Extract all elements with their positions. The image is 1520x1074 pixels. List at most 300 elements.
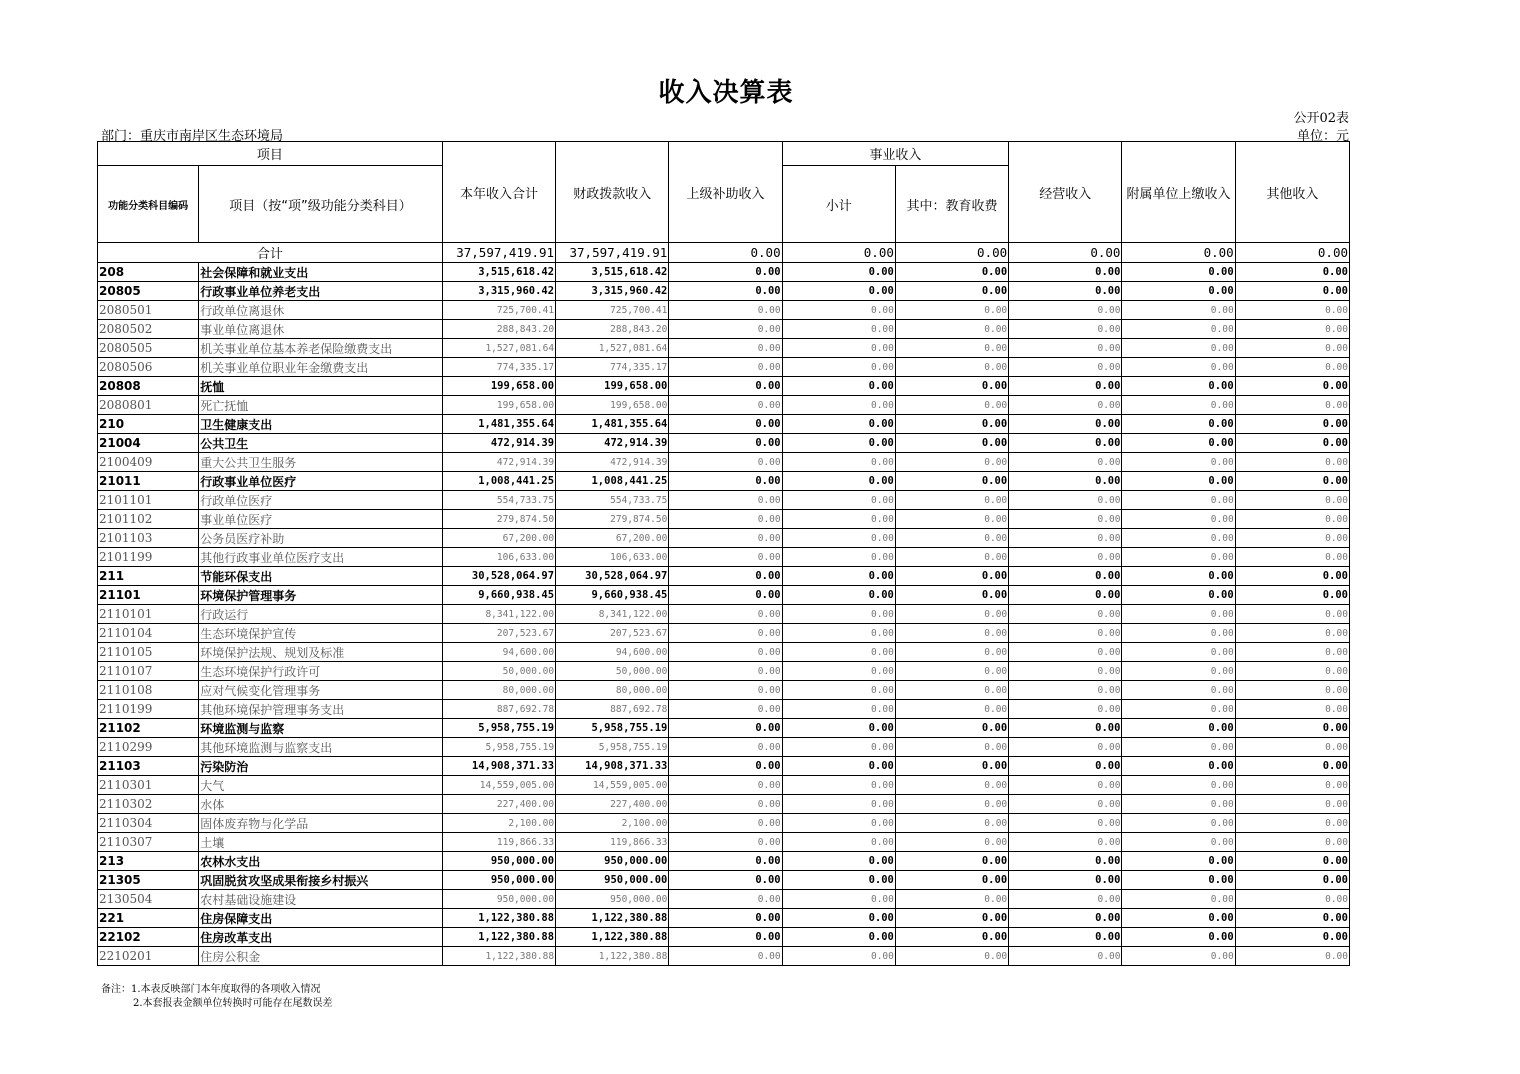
row-value: 3,515,618.42 xyxy=(442,263,555,282)
table-row xyxy=(98,434,1350,453)
row-value: 0.00 xyxy=(1009,719,1122,738)
row-value: 0.00 xyxy=(782,909,895,928)
row-value: 554,733.75 xyxy=(556,491,669,510)
row-value: 0.00 xyxy=(669,415,782,434)
row-value: 0.00 xyxy=(669,529,782,548)
row-value: 0.00 xyxy=(895,586,1008,605)
row-name: 机关事业单位基本养老保险缴费支出 xyxy=(199,339,443,358)
table-row xyxy=(98,263,1350,282)
row-value: 0.00 xyxy=(1009,643,1122,662)
row-value: 0.00 xyxy=(1235,871,1349,890)
row-value: 0.00 xyxy=(1235,301,1349,320)
row-code: 2130504 xyxy=(98,890,199,909)
row-value: 0.00 xyxy=(782,814,895,833)
row-value: 0.00 xyxy=(1235,320,1349,339)
table-row xyxy=(98,757,1350,776)
row-value: 0.00 xyxy=(669,909,782,928)
row-name: 应对气候变化管理事务 xyxy=(199,681,443,700)
row-value: 0.00 xyxy=(1235,415,1349,434)
row-value: 0.00 xyxy=(669,510,782,529)
row-value: 0.00 xyxy=(782,795,895,814)
row-value: 0.00 xyxy=(895,871,1008,890)
row-value: 0.00 xyxy=(1235,624,1349,643)
table-row xyxy=(98,795,1350,814)
row-value: 774,335.17 xyxy=(442,358,555,377)
row-value: 0.00 xyxy=(1009,833,1122,852)
total-value: 0.00 xyxy=(895,243,1008,263)
row-value: 0.00 xyxy=(1009,624,1122,643)
table-row xyxy=(98,301,1350,320)
row-value: 0.00 xyxy=(1235,586,1349,605)
row-value: 0.00 xyxy=(1009,795,1122,814)
table-row xyxy=(98,453,1350,472)
row-value: 0.00 xyxy=(1235,890,1349,909)
row-code: 2080505 xyxy=(98,339,199,358)
row-value: 0.00 xyxy=(1122,282,1235,301)
row-value: 0.00 xyxy=(1235,928,1349,947)
row-name: 社会保障和就业支出 xyxy=(199,263,443,282)
row-code: 2110101 xyxy=(98,605,199,624)
row-value: 2,100.00 xyxy=(556,814,669,833)
row-value: 0.00 xyxy=(1235,282,1349,301)
row-value: 1,008,441.25 xyxy=(556,472,669,491)
table-row xyxy=(98,871,1350,890)
row-code: 2110307 xyxy=(98,833,199,852)
row-value: 0.00 xyxy=(782,434,895,453)
row-value: 207,523.67 xyxy=(556,624,669,643)
row-value: 279,874.50 xyxy=(556,510,669,529)
row-value: 0.00 xyxy=(1009,586,1122,605)
row-value: 0.00 xyxy=(782,776,895,795)
table-row xyxy=(98,719,1350,738)
row-value: 0.00 xyxy=(1009,662,1122,681)
row-value: 0.00 xyxy=(1235,472,1349,491)
row-value: 0.00 xyxy=(1235,358,1349,377)
row-name: 污染防治 xyxy=(199,757,443,776)
row-value: 0.00 xyxy=(782,301,895,320)
row-value: 0.00 xyxy=(669,282,782,301)
row-code: 2110107 xyxy=(98,662,199,681)
row-value: 0.00 xyxy=(1235,605,1349,624)
row-value: 0.00 xyxy=(669,624,782,643)
table-row xyxy=(98,377,1350,396)
row-code: 2210201 xyxy=(98,947,199,966)
row-name: 其他环境保护管理事务支出 xyxy=(199,700,443,719)
row-value: 0.00 xyxy=(782,662,895,681)
total-value: 0.00 xyxy=(1009,243,1122,263)
row-value: 0.00 xyxy=(1122,928,1235,947)
table-row xyxy=(98,947,1350,966)
row-value: 0.00 xyxy=(1009,890,1122,909)
row-value: 50,000.00 xyxy=(556,662,669,681)
header-other: 其他收入 xyxy=(1235,142,1349,243)
row-name: 公共卫生 xyxy=(199,434,443,453)
row-name: 行政单位医疗 xyxy=(199,491,443,510)
row-value: 0.00 xyxy=(895,396,1008,415)
table-row xyxy=(98,681,1350,700)
row-code: 2110304 xyxy=(98,814,199,833)
row-value: 0.00 xyxy=(1009,396,1122,415)
row-value: 14,559,005.00 xyxy=(442,776,555,795)
row-value: 0.00 xyxy=(1122,776,1235,795)
row-value: 0.00 xyxy=(1235,719,1349,738)
row-value: 199,658.00 xyxy=(556,396,669,415)
row-value: 119,866.33 xyxy=(556,833,669,852)
row-code: 221 xyxy=(98,909,199,928)
row-value: 1,122,380.88 xyxy=(442,947,555,966)
row-name: 大气 xyxy=(199,776,443,795)
header-name: 项目（按“项”级功能分类科目） xyxy=(199,166,443,243)
row-value: 0.00 xyxy=(782,453,895,472)
row-value: 0.00 xyxy=(782,510,895,529)
row-value: 30,528,064.97 xyxy=(556,567,669,586)
row-value: 0.00 xyxy=(1122,700,1235,719)
row-value: 0.00 xyxy=(782,928,895,947)
row-value: 1,122,380.88 xyxy=(556,947,669,966)
row-code: 213 xyxy=(98,852,199,871)
row-code: 21011 xyxy=(98,472,199,491)
row-code: 21102 xyxy=(98,719,199,738)
row-value: 0.00 xyxy=(895,282,1008,301)
row-value: 0.00 xyxy=(669,453,782,472)
row-value: 0.00 xyxy=(669,567,782,586)
row-value: 0.00 xyxy=(1235,662,1349,681)
row-value: 725,700.41 xyxy=(442,301,555,320)
row-value: 0.00 xyxy=(669,396,782,415)
row-code: 21103 xyxy=(98,757,199,776)
row-value: 0.00 xyxy=(1122,643,1235,662)
row-value: 0.00 xyxy=(1009,282,1122,301)
row-code: 2080801 xyxy=(98,396,199,415)
row-value: 1,527,081.64 xyxy=(556,339,669,358)
row-code: 2101199 xyxy=(98,548,199,567)
row-value: 0.00 xyxy=(669,301,782,320)
row-value: 0.00 xyxy=(782,719,895,738)
row-value: 0.00 xyxy=(895,757,1008,776)
row-value: 0.00 xyxy=(1009,700,1122,719)
row-value: 0.00 xyxy=(782,263,895,282)
table-row xyxy=(98,928,1350,947)
header-code: 功能分类科目编码 xyxy=(98,166,199,243)
row-value: 0.00 xyxy=(782,757,895,776)
row-code: 2110108 xyxy=(98,681,199,700)
row-value: 0.00 xyxy=(1122,909,1235,928)
row-value: 0.00 xyxy=(782,738,895,757)
row-code: 2080502 xyxy=(98,320,199,339)
row-value: 0.00 xyxy=(1122,434,1235,453)
row-value: 0.00 xyxy=(669,320,782,339)
header-subtotal: 小计 xyxy=(782,166,895,243)
row-value: 0.00 xyxy=(895,814,1008,833)
row-value: 0.00 xyxy=(1235,738,1349,757)
table-row xyxy=(98,548,1350,567)
row-value: 0.00 xyxy=(1009,415,1122,434)
row-value: 0.00 xyxy=(1009,909,1122,928)
row-value: 0.00 xyxy=(1235,263,1349,282)
row-value: 0.00 xyxy=(1235,491,1349,510)
row-value: 0.00 xyxy=(1235,814,1349,833)
row-value: 0.00 xyxy=(1009,776,1122,795)
row-value: 0.00 xyxy=(1009,358,1122,377)
row-value: 14,559,005.00 xyxy=(556,776,669,795)
table-row xyxy=(98,339,1350,358)
row-value: 0.00 xyxy=(1122,719,1235,738)
row-name: 行政事业单位医疗 xyxy=(199,472,443,491)
row-code: 2110301 xyxy=(98,776,199,795)
row-value: 288,843.20 xyxy=(556,320,669,339)
row-value: 0.00 xyxy=(669,890,782,909)
row-value: 0.00 xyxy=(669,491,782,510)
row-value: 1,122,380.88 xyxy=(442,928,555,947)
row-value: 0.00 xyxy=(1122,358,1235,377)
notes xyxy=(101,983,333,1011)
row-value: 0.00 xyxy=(1009,377,1122,396)
row-value: 0.00 xyxy=(669,643,782,662)
row-name: 卫生健康支出 xyxy=(199,415,443,434)
table-row xyxy=(98,282,1350,301)
row-name: 公务员医疗补助 xyxy=(199,529,443,548)
row-value: 0.00 xyxy=(669,871,782,890)
row-value: 0.00 xyxy=(1009,947,1122,966)
row-name: 重大公共卫生服务 xyxy=(199,453,443,472)
row-value: 288,843.20 xyxy=(442,320,555,339)
row-value: 0.00 xyxy=(1235,795,1349,814)
row-name: 巩固脱贫攻坚成果衔接乡村振兴 xyxy=(199,871,443,890)
row-value: 0.00 xyxy=(1009,453,1122,472)
row-value: 0.00 xyxy=(895,795,1008,814)
row-value: 207,523.67 xyxy=(442,624,555,643)
row-value: 0.00 xyxy=(782,833,895,852)
table-row xyxy=(98,358,1350,377)
row-value: 0.00 xyxy=(895,358,1008,377)
row-value: 199,658.00 xyxy=(442,396,555,415)
row-value: 472,914.39 xyxy=(442,434,555,453)
row-value: 0.00 xyxy=(1235,377,1349,396)
row-value: 0.00 xyxy=(895,377,1008,396)
row-value: 774,335.17 xyxy=(556,358,669,377)
table-row xyxy=(98,738,1350,757)
row-value: 5,958,755.19 xyxy=(556,738,669,757)
row-value: 950,000.00 xyxy=(442,871,555,890)
row-value: 0.00 xyxy=(1235,776,1349,795)
row-value: 0.00 xyxy=(895,510,1008,529)
table-row xyxy=(98,776,1350,795)
row-value: 0.00 xyxy=(1122,681,1235,700)
row-value: 0.00 xyxy=(1235,681,1349,700)
row-value: 0.00 xyxy=(669,814,782,833)
unit-label: 单位：元 xyxy=(1296,129,1349,144)
total-value: 0.00 xyxy=(1235,243,1349,263)
row-value: 0.00 xyxy=(669,719,782,738)
table-row xyxy=(98,833,1350,852)
row-name: 环境保护管理事务 xyxy=(199,586,443,605)
row-name: 节能环保支出 xyxy=(199,567,443,586)
row-value: 8,341,122.00 xyxy=(442,605,555,624)
row-value: 0.00 xyxy=(1122,586,1235,605)
header-affiliated: 附属单位上缴收入 xyxy=(1122,142,1235,243)
row-name: 生态环境保护行政许可 xyxy=(199,662,443,681)
row-value: 1,122,380.88 xyxy=(556,909,669,928)
row-value: 0.00 xyxy=(1122,396,1235,415)
row-code: 2100409 xyxy=(98,453,199,472)
row-value: 2,100.00 xyxy=(442,814,555,833)
row-value: 0.00 xyxy=(895,567,1008,586)
row-value: 0.00 xyxy=(1122,529,1235,548)
row-value: 0.00 xyxy=(895,472,1008,491)
total-value: 37,597,419.91 xyxy=(442,243,555,263)
row-value: 0.00 xyxy=(1122,453,1235,472)
row-value: 0.00 xyxy=(895,776,1008,795)
row-value: 0.00 xyxy=(1122,339,1235,358)
row-value: 0.00 xyxy=(669,852,782,871)
table-row xyxy=(98,567,1350,586)
row-name: 行政运行 xyxy=(199,605,443,624)
total-value: 0.00 xyxy=(669,243,782,263)
row-value: 0.00 xyxy=(1235,852,1349,871)
row-value: 0.00 xyxy=(895,624,1008,643)
note-line: 2.本套报表金额单位转换时可能存在尾数误差 xyxy=(133,998,333,1009)
row-value: 67,200.00 xyxy=(442,529,555,548)
row-value: 0.00 xyxy=(1009,757,1122,776)
row-value: 227,400.00 xyxy=(442,795,555,814)
row-name: 事业单位离退休 xyxy=(199,320,443,339)
row-value: 0.00 xyxy=(669,434,782,453)
row-value: 1,122,380.88 xyxy=(442,909,555,928)
row-value: 0.00 xyxy=(1122,415,1235,434)
row-value: 0.00 xyxy=(669,833,782,852)
table-row xyxy=(98,814,1350,833)
row-value: 0.00 xyxy=(782,396,895,415)
row-code: 210 xyxy=(98,415,199,434)
header-total: 本年收入合计 xyxy=(442,142,555,243)
row-value: 0.00 xyxy=(669,928,782,947)
row-value: 0.00 xyxy=(782,320,895,339)
row-value: 0.00 xyxy=(669,358,782,377)
row-value: 67,200.00 xyxy=(556,529,669,548)
page-title: 收入决算表 xyxy=(658,78,794,108)
row-value: 0.00 xyxy=(669,605,782,624)
table-row xyxy=(98,643,1350,662)
row-value: 0.00 xyxy=(1009,434,1122,453)
row-name: 抚恤 xyxy=(199,377,443,396)
row-value: 0.00 xyxy=(782,377,895,396)
row-value: 5,958,755.19 xyxy=(442,719,555,738)
row-value: 0.00 xyxy=(1009,472,1122,491)
row-value: 50,000.00 xyxy=(442,662,555,681)
row-value: 0.00 xyxy=(1122,757,1235,776)
row-value: 0.00 xyxy=(1235,510,1349,529)
form-number: 公开02表 xyxy=(1293,111,1349,126)
row-value: 0.00 xyxy=(895,681,1008,700)
table-row xyxy=(98,491,1350,510)
row-value: 0.00 xyxy=(1235,833,1349,852)
row-value: 199,658.00 xyxy=(556,377,669,396)
row-value: 0.00 xyxy=(782,415,895,434)
row-code: 2080506 xyxy=(98,358,199,377)
row-name: 其他环境监测与监察支出 xyxy=(199,738,443,757)
table-row xyxy=(98,605,1350,624)
note-line: 备注：1.本表反映部门本年度取得的各项收入情况 xyxy=(101,984,321,995)
row-value: 0.00 xyxy=(669,377,782,396)
row-name: 水体 xyxy=(199,795,443,814)
row-value: 0.00 xyxy=(1122,624,1235,643)
row-name: 生态环境保护宣传 xyxy=(199,624,443,643)
row-value: 0.00 xyxy=(1235,567,1349,586)
header-operating: 经营收入 xyxy=(1009,142,1122,243)
row-code: 2080501 xyxy=(98,301,199,320)
row-value: 0.00 xyxy=(669,947,782,966)
row-value: 0.00 xyxy=(1122,947,1235,966)
row-value: 0.00 xyxy=(1122,605,1235,624)
row-value: 0.00 xyxy=(1235,434,1349,453)
row-value: 0.00 xyxy=(1122,377,1235,396)
row-code: 2110199 xyxy=(98,700,199,719)
table-row xyxy=(98,852,1350,871)
row-value: 0.00 xyxy=(895,339,1008,358)
row-value: 3,315,960.42 xyxy=(556,282,669,301)
row-value: 950,000.00 xyxy=(556,852,669,871)
row-value: 0.00 xyxy=(669,548,782,567)
row-value: 0.00 xyxy=(669,339,782,358)
row-name: 事业单位医疗 xyxy=(199,510,443,529)
row-name: 行政单位离退休 xyxy=(199,301,443,320)
row-value: 0.00 xyxy=(895,700,1008,719)
row-code: 2101101 xyxy=(98,491,199,510)
row-value: 0.00 xyxy=(1122,738,1235,757)
row-value: 0.00 xyxy=(1009,301,1122,320)
table-row xyxy=(98,586,1350,605)
table-row xyxy=(98,415,1350,434)
row-value: 0.00 xyxy=(782,643,895,662)
row-value: 3,515,618.42 xyxy=(556,263,669,282)
row-value: 0.00 xyxy=(1009,928,1122,947)
row-value: 0.00 xyxy=(895,415,1008,434)
row-value: 950,000.00 xyxy=(556,871,669,890)
row-value: 0.00 xyxy=(1122,510,1235,529)
row-value: 0.00 xyxy=(895,662,1008,681)
row-code: 20808 xyxy=(98,377,199,396)
row-value: 0.00 xyxy=(895,928,1008,947)
row-value: 0.00 xyxy=(782,605,895,624)
row-value: 0.00 xyxy=(895,890,1008,909)
row-value: 227,400.00 xyxy=(556,795,669,814)
row-value: 0.00 xyxy=(1009,263,1122,282)
row-value: 0.00 xyxy=(1235,453,1349,472)
row-value: 1,527,081.64 xyxy=(442,339,555,358)
row-value: 0.00 xyxy=(669,776,782,795)
row-value: 0.00 xyxy=(1122,833,1235,852)
row-value: 0.00 xyxy=(1122,548,1235,567)
row-value: 0.00 xyxy=(782,358,895,377)
row-name: 环境保护法规、规划及标准 xyxy=(199,643,443,662)
table-row xyxy=(98,320,1350,339)
row-value: 0.00 xyxy=(669,757,782,776)
row-value: 0.00 xyxy=(669,263,782,282)
row-value: 1,481,355.64 xyxy=(442,415,555,434)
total-value: 37,597,419.91 xyxy=(556,243,669,263)
row-value: 0.00 xyxy=(1009,871,1122,890)
row-code: 20805 xyxy=(98,282,199,301)
row-value: 0.00 xyxy=(669,472,782,491)
row-value: 0.00 xyxy=(1122,852,1235,871)
row-value: 0.00 xyxy=(895,738,1008,757)
row-value: 0.00 xyxy=(782,586,895,605)
row-code: 2110104 xyxy=(98,624,199,643)
row-value: 0.00 xyxy=(1009,529,1122,548)
row-value: 0.00 xyxy=(1235,643,1349,662)
row-name: 住房改革支出 xyxy=(199,928,443,947)
row-value: 0.00 xyxy=(1009,548,1122,567)
